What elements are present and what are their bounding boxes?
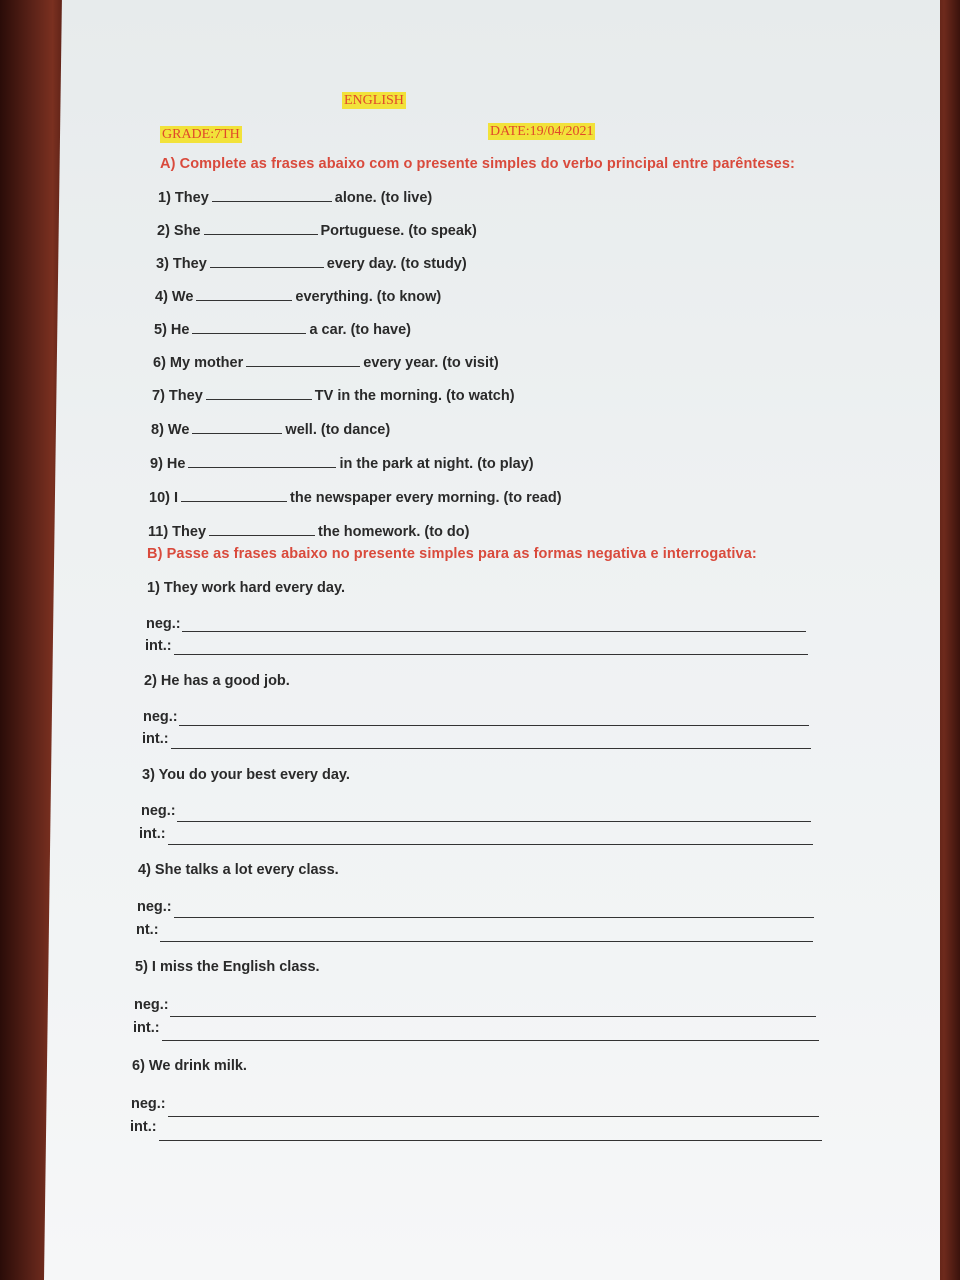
item-suffix: every year. (to visit) (363, 355, 499, 371)
item-prefix: 3) They (156, 256, 207, 272)
exercise-b-sentence: 3) You do your best every day. (142, 767, 350, 783)
negative-label: neg.: (143, 709, 178, 725)
item-suffix: TV in the morning. (to watch) (314, 388, 515, 404)
answer-blank[interactable] (181, 489, 287, 502)
interrogative-answer-line[interactable] (159, 1140, 822, 1141)
answer-blank[interactable] (196, 288, 292, 301)
answer-blank[interactable] (206, 387, 312, 400)
answer-blank[interactable] (212, 189, 332, 202)
negative-answer-line[interactable] (179, 725, 809, 726)
exercise-a-item (150, 455, 534, 472)
interrogative-answer-line[interactable] (171, 748, 811, 749)
interrogative-answer-line[interactable] (162, 1040, 819, 1041)
item-prefix: 8) We (151, 422, 190, 438)
negative-label: neg.: (141, 803, 176, 819)
item-suffix: in the park at night. (to play) (339, 456, 534, 472)
subject-title: ENGLISH (344, 93, 404, 108)
item-prefix: 6) My mother (153, 355, 244, 371)
item-prefix: 2) She (157, 223, 201, 239)
item-prefix: 10) I (149, 490, 179, 506)
grade-label: GRADE:7TH (162, 127, 240, 142)
item-prefix: 9) He (150, 456, 186, 472)
exercise-b-sentence: 5) I miss the English class. (135, 959, 320, 975)
item-suffix: the homework. (to do) (318, 524, 470, 540)
item-suffix: every day. (to study) (326, 256, 467, 272)
answer-blank[interactable] (209, 523, 315, 536)
negative-answer-line[interactable] (174, 917, 814, 918)
interrogative-answer-line[interactable] (174, 654, 808, 655)
interrogative-answer-line[interactable] (160, 941, 813, 942)
item-prefix: 5) He (154, 322, 190, 338)
answer-blank[interactable] (192, 321, 306, 334)
exercise-a-item (149, 489, 562, 506)
answer-blank[interactable] (204, 222, 318, 235)
answer-blank[interactable] (192, 421, 282, 434)
answer-blank[interactable] (188, 455, 336, 468)
exercise-b-sentence: 4) She talks a lot every class. (138, 862, 339, 878)
negative-answer-line[interactable] (170, 1016, 816, 1017)
section-a-instruction: A) Complete as frases abaixo com o presente simples do verbo principal entre parênteses: (160, 156, 795, 172)
item-prefix: 1) They (158, 190, 209, 206)
exercise-a-item (154, 321, 411, 338)
interrogative-label: int.: (133, 1020, 160, 1036)
item-suffix: everything. (to know) (295, 289, 442, 305)
interrogative-label: int.: (142, 731, 169, 747)
interrogative-label: int.: (130, 1119, 157, 1135)
date-label: DATE:19/04/2021 (490, 124, 594, 139)
exercise-a-item (152, 387, 515, 404)
item-suffix: a car. (to have) (309, 322, 412, 338)
item-prefix: 4) We (155, 289, 194, 305)
exercise-b-sentence: 2) He has a good job. (144, 673, 290, 689)
item-suffix: Portuguese. (to speak) (320, 223, 477, 239)
interrogative-label: int.: (139, 826, 166, 842)
negative-answer-line[interactable] (182, 631, 806, 632)
exercise-a-item (151, 421, 390, 438)
item-suffix: well. (to dance) (285, 422, 391, 438)
exercise-a-item (148, 523, 469, 540)
exercise-a-item (155, 288, 441, 305)
exercise-b-sentence: 1) They work hard every day. (147, 580, 345, 596)
negative-label: neg.: (134, 997, 169, 1013)
negative-answer-line[interactable] (177, 821, 811, 822)
negative-label: neg.: (137, 899, 172, 915)
answer-blank[interactable] (210, 255, 324, 268)
interrogative-label: int.: (145, 638, 172, 654)
exercise-a-item (156, 255, 467, 272)
exercise-b-sentence: 6) We drink milk. (132, 1058, 247, 1074)
answer-blank[interactable] (246, 354, 360, 367)
exercise-a-item (153, 354, 499, 371)
item-suffix: the newspaper every morning. (to read) (290, 490, 562, 506)
section-b-instruction: B) Passe as frases abaixo no presente simples para as formas negativa e interrogativa: (147, 546, 757, 562)
item-suffix: alone. (to live) (334, 190, 433, 206)
item-prefix: 7) They (152, 388, 203, 404)
negative-answer-line[interactable] (168, 1116, 819, 1117)
negative-label: neg.: (146, 616, 181, 632)
negative-label: neg.: (131, 1096, 166, 1112)
interrogative-label: nt.: (136, 922, 159, 938)
interrogative-answer-line[interactable] (168, 844, 813, 845)
exercise-a-item (158, 189, 432, 206)
item-prefix: 11) They (148, 524, 207, 540)
exercise-a-item (157, 222, 477, 239)
